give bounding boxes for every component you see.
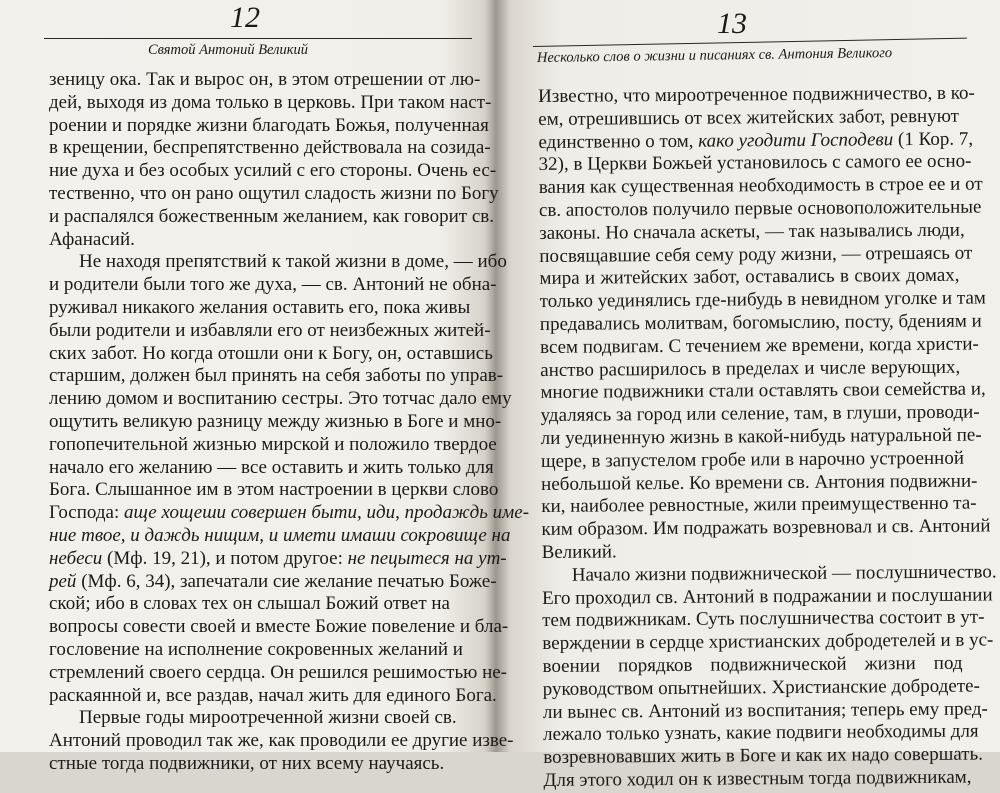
text-line (49, 502, 530, 525)
text-line (539, 265, 959, 291)
italic-quote: небеси (49, 547, 103, 569)
text-segment: лению домом и воспитанию сестры. Это тотчас дало ему (49, 388, 512, 410)
text-segment: воении порядков подвижнической жизни под (542, 652, 963, 677)
text-segment: Господа: (49, 502, 124, 524)
text-segment: Начало жизни подвижнической — послушничество. (571, 561, 997, 586)
text-segment: руживал никакого желания оставить его, пока живы (49, 296, 471, 318)
text-line (49, 365, 504, 388)
text-segment: тественно, что он рано ощутил сладость жизни по Богу (49, 182, 499, 204)
text-segment: небольшой келье. Ко времени св. Антония подвижни- (541, 470, 978, 495)
text-segment: тем подвижникам. Суть послушничества состоит в ут- (542, 606, 985, 632)
italic-quote: како угодити Господеви (698, 128, 894, 152)
text-segment: гословение на исполнение сокровенных желаний и (49, 638, 463, 660)
text-segment: Известно, что мироотреченное подвижничество, в ко- (538, 82, 975, 107)
text-segment: (Мф. 19, 21), и потом другое: (102, 547, 348, 569)
text-line (49, 91, 492, 115)
text-segment: единственно о том, (538, 130, 699, 153)
text-segment: Афанасий. (49, 228, 135, 250)
text-segment: ских забот. Но когда отошли они к Богу, он, оставшись (49, 342, 493, 364)
text-segment: посвящавшие себя сему роду жизни, — отрешаясь от (539, 242, 973, 267)
text-segment: Бога. Слышанное им в этом настроении в церкви слово (49, 479, 499, 501)
text-segment: ким образом. Им подражать возревновал и св. Антоний (541, 515, 991, 541)
text-line (49, 296, 471, 320)
italic-quote: не пецытеся на ут- (347, 547, 507, 569)
text-line (543, 766, 972, 793)
text-line (49, 229, 441, 252)
text-line (49, 730, 514, 753)
text-line (539, 242, 973, 268)
text-segment: Великий. (541, 541, 617, 563)
text-line (538, 196, 982, 223)
italic-quote: ние твое, и даждь нищим, и имети имаши сокровище на (49, 524, 511, 546)
text-segment: дей, выходя из дома только в церковь. При таком наст- (49, 91, 492, 113)
text-segment: (Мф. 6, 34), запечатали сие желание печатью Боже- (76, 570, 497, 592)
page-number: 13 (717, 7, 747, 40)
text-segment: роении и порядке жизни благодать Божья, полученная (49, 114, 489, 136)
text-segment: вопросы совести своей и вместе Божие повеление и бла- (49, 616, 509, 638)
text-line (49, 388, 512, 411)
text-segment: ем, отрешившись от всех житейских забот, ревнуют (538, 105, 960, 130)
text-segment: Для этого ходил он к известным тогда подвижникам, (543, 766, 972, 791)
text-segment: ской; ибо в словах тех он слышал Божий ответ на (49, 593, 450, 615)
text-line (49, 69, 481, 92)
text-line (49, 524, 511, 548)
text-line (49, 570, 497, 594)
text-line (49, 593, 450, 616)
text-segment: щере, в запустелом гробе или в нарочно устроенной (540, 447, 965, 472)
text-line (539, 287, 986, 314)
text-segment: Антоний проводил так же, как проводили ее другие изве- (49, 730, 514, 752)
text-line (543, 720, 979, 747)
running-head: Несколько слов о жизни и писаниях св. Антония Великого (536, 45, 893, 66)
text-line (49, 342, 493, 366)
text-segment: (1 Кор. 7, (893, 128, 974, 150)
text-segment: Первые годы мироотреченной жизни своей св. (79, 707, 457, 729)
text-segment: стные тогда подвижники, от них всему научаясь. (49, 752, 445, 774)
text-segment: возревновавших жить в Боге и как их надо совершать. (543, 743, 984, 769)
text-segment: мира и житейских забот, оставались в своих домах, (539, 265, 960, 290)
italic-quote: аще хощеши совершен быти, иди, продаждь име- (123, 502, 530, 524)
text-line (540, 401, 980, 428)
text-line (539, 333, 979, 359)
text-segment: верждении в сердце христианских добродетелей и в ус- (542, 629, 994, 655)
text-segment: ли уединенную жизнь в какой-нибудь натуральной пе- (540, 424, 982, 449)
text-line (542, 606, 985, 633)
text-line (49, 456, 494, 480)
text-line (538, 105, 958, 131)
text-segment: начало его желанию — все оставить и жить только для (49, 456, 494, 478)
text-line (49, 182, 499, 206)
page-number: 12 (230, 1, 260, 34)
text-line (542, 561, 997, 587)
text-segment: гопопечительной жизнью мирской и положило твердое (49, 433, 497, 455)
text-line (49, 479, 499, 502)
text-line (49, 114, 489, 138)
text-segment: анство расширилось в пределах и числе верующих, (540, 356, 961, 381)
text-segment: ощутить великую разницу между жизнью в Боге и мно- (49, 410, 502, 432)
text-line (541, 515, 991, 542)
text-line (49, 319, 491, 343)
text-line (538, 128, 974, 154)
text-segment: законы. Но сначала аскеты, — так назывались люди, (539, 219, 965, 244)
text-segment: ки, наиболее ревностные, жили преимущественно та- (541, 492, 977, 518)
text-line (540, 356, 960, 382)
text-segment: удаляясь за город или селение, там, в глуши, проводи- (540, 401, 980, 427)
header-rule (533, 38, 967, 47)
text-segment: вания как существенная необходимость в строе ее и от (538, 173, 983, 199)
text-line (538, 173, 983, 200)
text-line (49, 752, 445, 776)
text-line (49, 251, 507, 274)
text-segment: раскаянной и, все раздав, начал жить для единого Бога. (49, 684, 497, 706)
text-line (543, 743, 984, 770)
text-segment: ли вынес св. Антоний из воспитания; теперь ему пред- (542, 698, 988, 723)
text-segment: многие подвижники стали оставлять свои семейства и, (540, 378, 986, 404)
text-line (541, 470, 978, 496)
text-line (49, 616, 509, 639)
text-segment: предавались молитвам, богомыслию, посту, бдениям и (539, 310, 982, 335)
text-line (538, 150, 972, 177)
text-segment: в крещении, беспрепятственно действовала на созида- (49, 137, 491, 159)
text-line (539, 219, 965, 245)
text-segment: старшим, должен был принять на себя заботы по управ- (49, 365, 504, 387)
page-body-text (538, 82, 997, 793)
text-line (49, 274, 497, 297)
text-line (49, 661, 507, 685)
italic-quote: рей (49, 570, 77, 592)
text-line (540, 424, 982, 451)
text-segment: зеницу ока. Так и вырос он, в этом отрешении от лю- (49, 69, 481, 90)
text-segment: Не находя препятствий к такой жизни в доме, — ибо (79, 251, 507, 273)
text-line (541, 583, 993, 610)
text-line (542, 629, 994, 656)
text-line (49, 684, 497, 708)
text-line (542, 675, 980, 701)
text-segment: стремлений своего сердца. Он решился решимостью не- (49, 661, 507, 683)
text-line (542, 653, 962, 679)
text-line (542, 539, 962, 565)
text-segment: только уединялись где-нибудь в невидном уголке и там (539, 287, 986, 313)
text-line (49, 547, 507, 571)
text-line (49, 638, 463, 662)
running-head: Святой Антоний Великий (148, 42, 308, 58)
header-rule (44, 38, 472, 39)
text-line (541, 492, 977, 519)
text-line (538, 82, 975, 109)
text-line (49, 137, 491, 160)
page-body-text (49, 69, 530, 776)
text-segment: и родители были того же духа, — св. Антоний не обна- (49, 274, 497, 296)
text-segment: были родители и избавляли его от неизбежных житей- (49, 319, 491, 341)
right-page (505, 0, 1000, 791)
text-line (49, 707, 457, 730)
text-line (542, 698, 988, 724)
text-line (49, 410, 502, 434)
text-segment: руководством опытнейших. Христианские добродете- (542, 675, 980, 700)
text-line (49, 205, 494, 229)
text-line (540, 447, 965, 473)
text-line (49, 160, 497, 183)
text-segment: ние духа и без особых усилий с его стороны. Очень ес- (49, 160, 497, 182)
text-segment: всем подвигам. С течением же времени, когда христи- (539, 333, 979, 358)
text-segment: Его проходил св. Антоний в подражании и послушании (541, 583, 993, 609)
text-segment: лежало только узнать, какие подвиги необходимы для (543, 720, 979, 746)
text-segment: 32), в Церкви Божьей установилось с самого ее осно- (538, 150, 972, 176)
text-line (49, 433, 497, 457)
text-segment: св. апостолов получило первые основоположительные (538, 196, 982, 221)
text-line (539, 310, 982, 337)
text-segment: и распалялся божественным желанием, как говорит св. (49, 205, 494, 227)
text-line (540, 378, 986, 405)
